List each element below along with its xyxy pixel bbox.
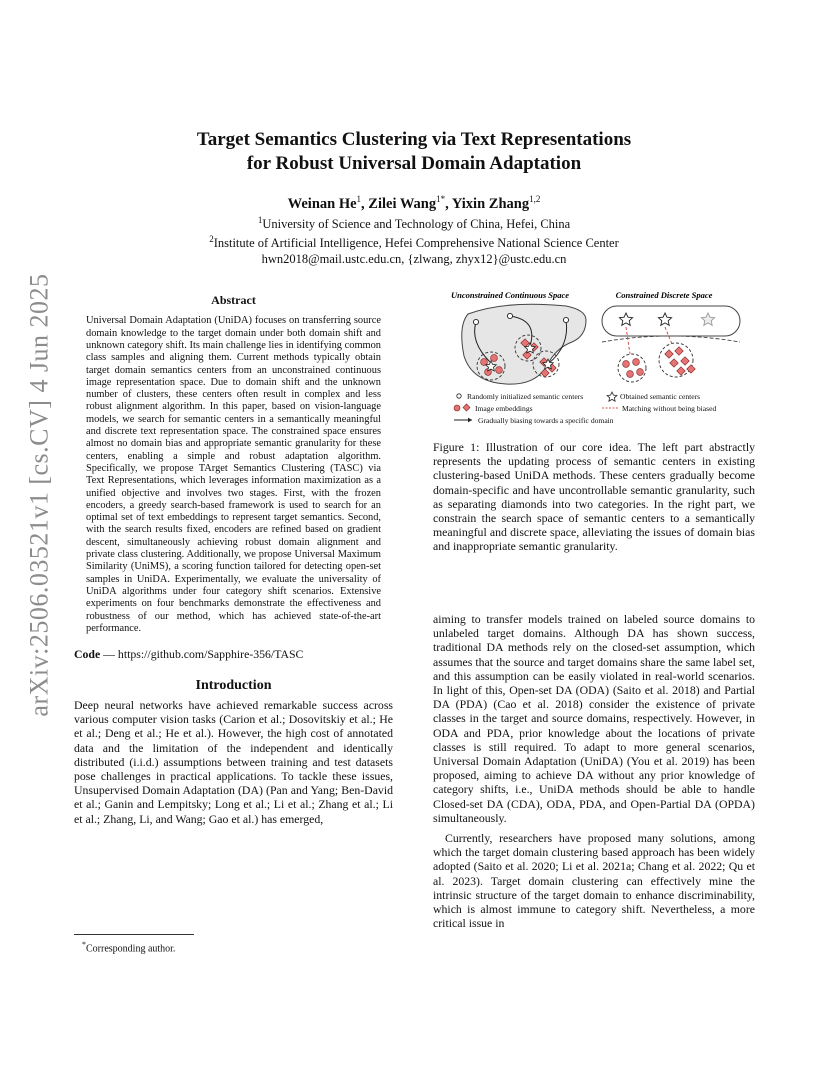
paper-header <box>0 128 828 268</box>
intro-paragraph-1: Deep neural networks have achieved remarkable success across various computer vision tasks (Carion et al.; Dosovitskiy et al.; He et al.; Deng et al.; He et al.). However, the high cost of annotated data and the limitation of the independent and identically distributed (i.i.d.) assumptions between training and test datasets pose challenges in practical applications. To tackle these issues, Unsupervised Domain Adaptation (DA) (Pan and Yang; Ben-David et al.; Ganin and Lempitsky; Long et al.; Li et al.; Zhang et al.; Li et al.; Zhang, Li, and Wang; Gao et al.) has emerged, <box>74 697 393 826</box>
figure-1 <box>446 286 746 431</box>
image-embedding-diamond <box>681 357 689 365</box>
image-embedding-diamond <box>677 367 685 375</box>
arxiv-stamp <box>20 273 60 717</box>
paper-title <box>0 128 828 176</box>
affiliation-superscript: 1 <box>257 214 263 225</box>
image-embedding-circle <box>637 369 644 376</box>
affiliation-superscript: 2 <box>209 234 214 245</box>
figure-label-right: Constrained Discrete Space <box>615 290 713 300</box>
affiliation-1 <box>0 213 828 233</box>
author-name: Zilei Wang <box>368 195 437 212</box>
intro-paragraph-2: aiming to transfer models trained on labeled source domains to unlabeled target domains. Although DA has shown success, traditional DA methods rely on the closed-set assumption, which assumes that the source and target domains share the same label set, and this assumption can be easily violated in real-world scenarios. In light of this, Open-set DA (ODA) (Saito et al. 2018) and Partial DA (PDA) (Cao et al. 2018) consider the existence of private classes in the target and source domains, respectively. However, in ODA and PDA, prior knowledge about the locations of private classes is still required. To adapt to more general scenarios, Universal Domain Adaptation (UniDA) (You et al. 2019) has been proposed, aiming to achieve DA without any prior knowledge of category shifts, i.e., UniDA methods should be able to handle Closed-set DA (CDA), ODA, PDA, and Open-Partial DA (OPDA) simultaneously. <box>433 612 755 825</box>
random-center-icon <box>507 313 512 318</box>
legend-random-center-icon <box>457 394 461 398</box>
title-line-1: Target Semantics Clustering via Text Representations <box>196 129 632 150</box>
image-embedding-circle <box>627 371 634 378</box>
author-superscript: 1* <box>436 194 446 204</box>
title-line-2: for Robust Universal Domain Adaptation <box>246 153 582 174</box>
random-center-icon <box>563 317 568 322</box>
cluster-boundary <box>618 354 646 382</box>
figure-caption-block <box>433 440 755 554</box>
code-link[interactable]: — https://github.com/Sapphire-356/TASC <box>100 647 304 662</box>
abstract-text: Universal Domain Adaptation (UniDA) focuses on transferring source domain knowledge to the target domain under both domain shift and unknown category shift. Its main challenge lies in identifying common class samples and aligning them. Current methods typically obtain target domain semantics centers from an unconstrained continuous image representation space. Due to domain shift and the unknown number of clusters, these centers often result in complex and less robust alignment algorithm. In this paper, based on vision-language models, we search for semantic centers in a semantically meaningful and discrete text representation space. The constrained space ensures almost no domain bias and appropriate semantic granularity for these centers, enabling a simple and robust adaptation algorithm. Specifically, we propose TArget Semantics Clustering (TASC) via Text Representations, which leverages information maximization as a unified objective and involves two stages. First, with the frozen encoders, a greedy search-based framework is used to search for an optimal set of text embeddings to represent target semantics. Second, with the search results fixed, encoders are refined based on gradient descent, simultaneously achieving robust domain alignment and private class clustering. Additionally, we propose Universal Maximum Similarity (UniMS), a scoring function tailored for detecting open-set samples in UniDA. Experimentally, we evaluate the universality of UniDA algorithms under four category shift scenarios. Extensive experiments on four benchmarks demonstrate the effectiveness and robustness of our method, which has achieved state-of-the-art performance. <box>86 315 381 634</box>
introduction-heading: Introduction <box>195 677 272 693</box>
left-column <box>74 294 393 826</box>
right-column-intro <box>433 612 755 930</box>
image-embedding-circle <box>491 355 498 362</box>
image-embedding-circle <box>496 367 503 374</box>
code-label: Code <box>74 647 101 662</box>
author-superscript: 1,2 <box>529 194 541 204</box>
figure-caption: Figure 1: Illustration of our core idea. The left part abstractly represents the updating process of semantic centers in existing clustering-based UniDA methods. These centers gradually become domain-specific and have uncontrollable semantic granularity, such as separating diamonds into two categories. In the right part, we constrain the search space of semantic centers to a semantically meaningful and discrete space, alleviating the issues of domain bias and inappropriate semantic granularity. <box>433 440 755 554</box>
code-line <box>74 648 393 661</box>
author-name: Yixin Zhang <box>451 195 530 212</box>
image-embedding-diamond <box>670 359 678 367</box>
author-list: Weinan He$^1$, Zilei Wang$^{1*}$, Yixin Zhang$^{1,2}$ <box>287 194 541 212</box>
legend-image-circle-icon <box>454 405 460 411</box>
image-embedding-circle <box>623 361 630 368</box>
legend-gradual-bias: Gradually biasing towards a specific domain <box>478 416 614 425</box>
figure-label-left: Unconstrained Continuous Space <box>450 290 570 300</box>
legend-image-diamond-icon <box>463 404 470 411</box>
random-center-icon <box>473 319 478 324</box>
affiliation-2 <box>0 232 828 252</box>
image-embedding-diamond <box>687 365 695 373</box>
image-embedding-circle <box>633 359 640 366</box>
author-emails: hwn2018@mail.ustc.edu.cn, {zlwang, zhyx12}@ustc.edu.cn <box>261 252 567 267</box>
legend-random-centers: Randomly initialized semantic centers <box>467 392 584 401</box>
legend-obtained-centers: Obtained semantic centers <box>620 392 701 401</box>
legend-matching: Matching without being biased <box>622 404 717 413</box>
affiliation-text: Institute of Artificial Intelligence, Hefei Comprehensive National Science Center <box>213 236 619 251</box>
arxiv-identifier: arXiv:2506.03521v1 [cs.CV] 4 Jun 2025 <box>25 273 55 717</box>
legend-obtained-star-icon <box>607 392 617 401</box>
author-superscript: 1 <box>356 194 362 204</box>
legend-bias-arrowhead-icon <box>468 418 472 423</box>
image-embedding-diamond <box>665 350 673 358</box>
footnote-text: Corresponding author. <box>86 943 176 955</box>
affiliation-text: University of Science and Technology of China, Hefei, China <box>262 216 571 231</box>
footnote-mark: * <box>82 940 86 949</box>
image-embedding-diamond <box>675 347 683 355</box>
abstract-heading: Abstract <box>211 293 256 307</box>
author-name: Weinan He <box>287 195 357 212</box>
legend-image-embeddings: Image embeddings <box>475 404 533 413</box>
intro-paragraph-3: Currently, researchers have proposed many solutions, among which the target domain clustering based approach has been widely adopted (Saito et al. 2020; Li et al. 2021a; Chang et al. 2022; Qu et al. 2023). Target domain clustering can effectively mine the intrinsic structure of the target domain to enhance discriminability, which is almost immune to category shift. Nevertheless, a more critical issue in <box>433 831 755 931</box>
figure-legend <box>454 392 716 425</box>
footnote-rule <box>74 934 194 935</box>
footnote <box>74 934 393 954</box>
